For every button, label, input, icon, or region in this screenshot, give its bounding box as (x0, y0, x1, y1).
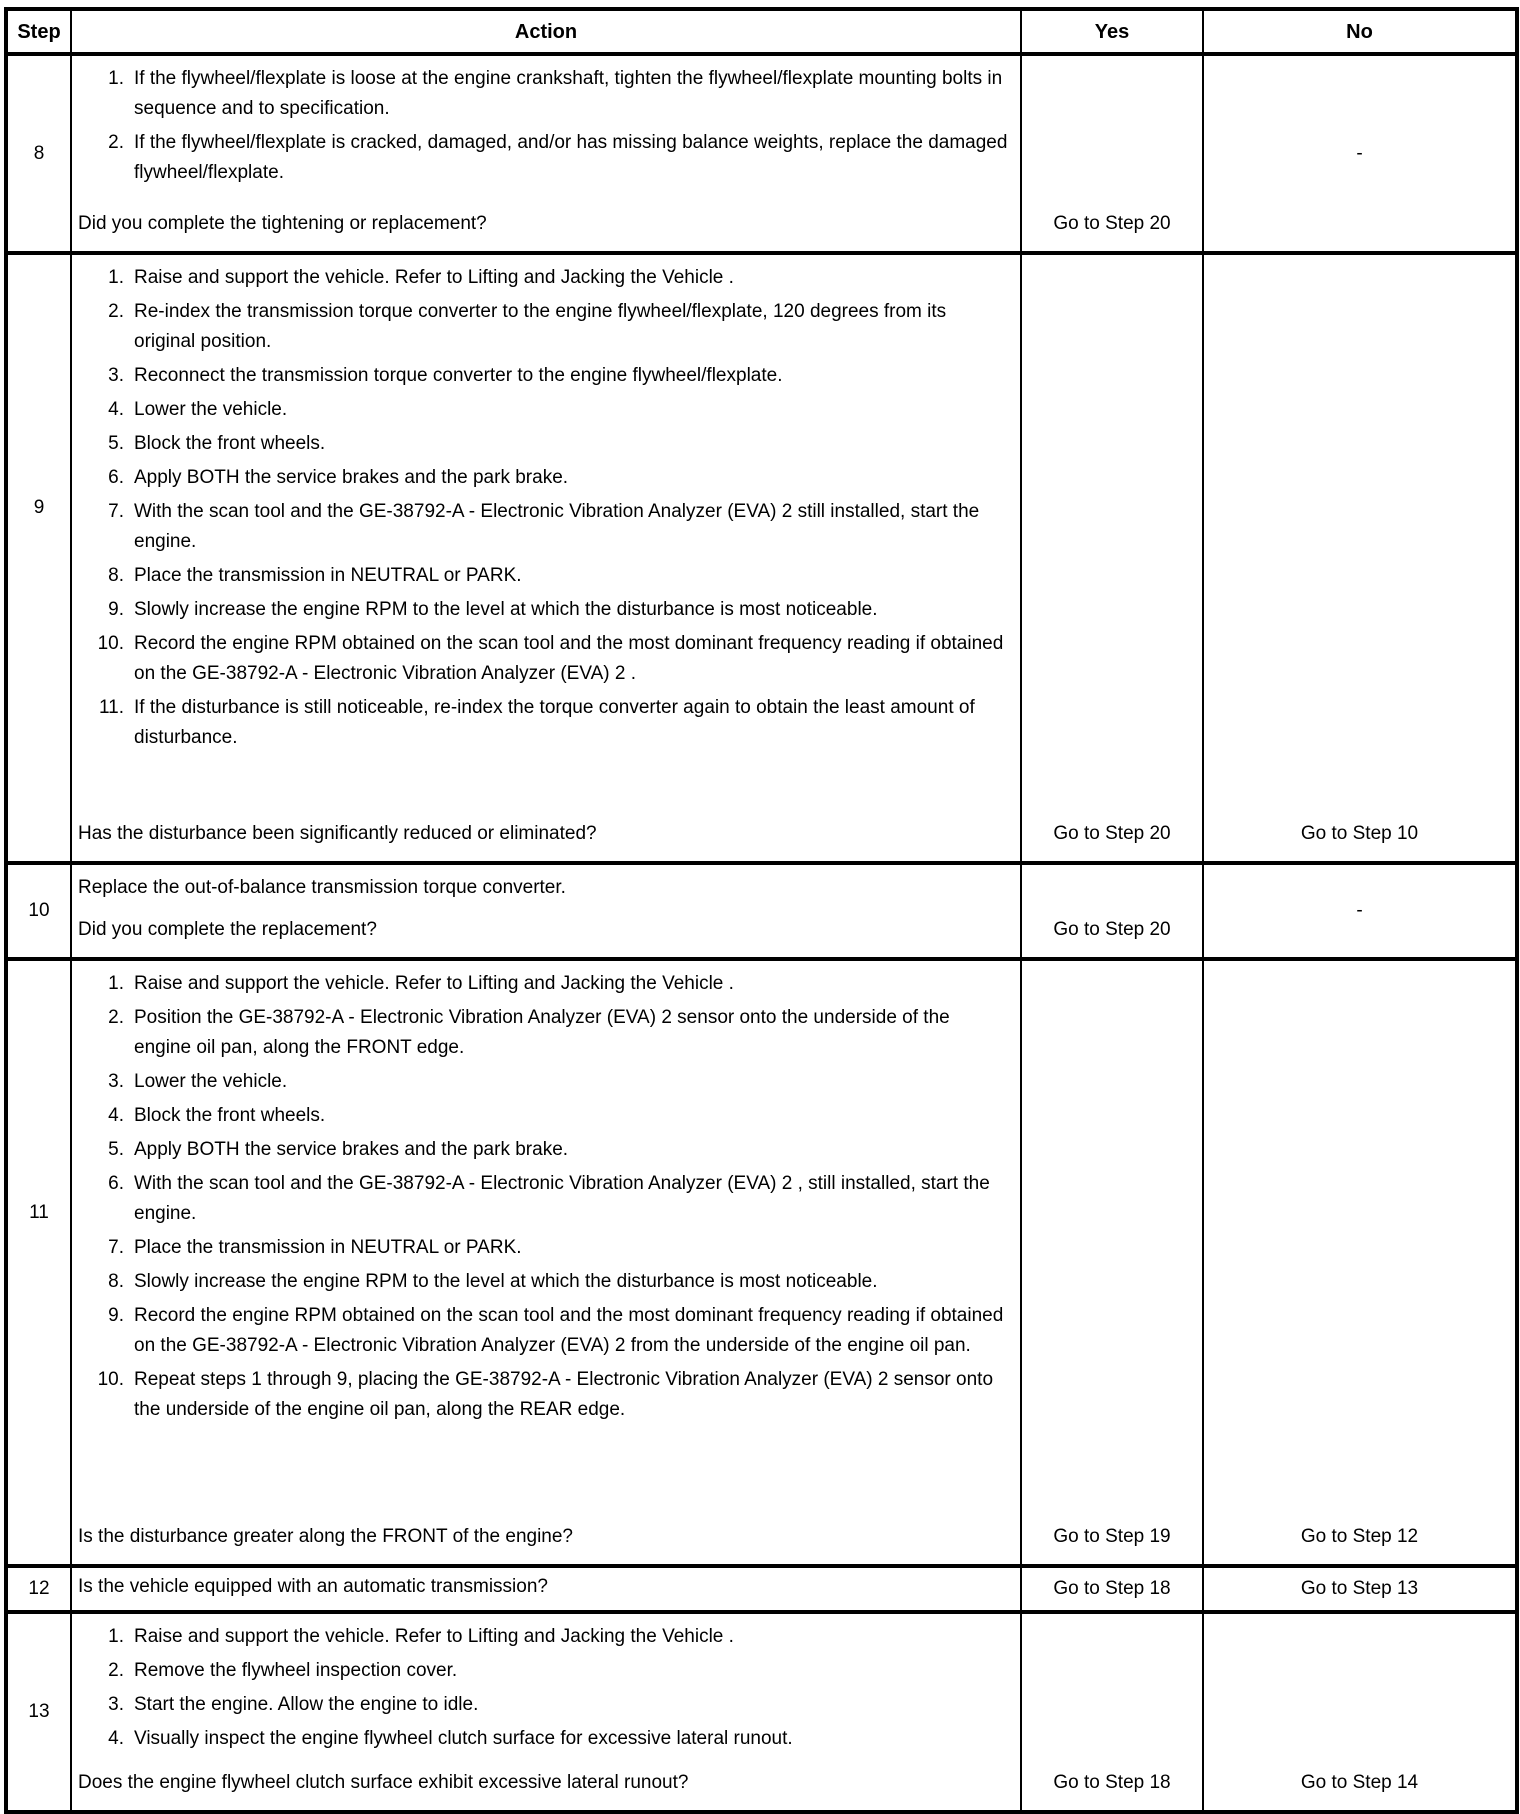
yes-cell (1021, 863, 1203, 959)
action-cell (71, 863, 1021, 959)
action-item: If the flywheel/flexplate is loose at the engine crankshaft, tighten the flywheel/flexplate mounting bolts in sequence and to specification. (134, 68, 1003, 119)
step-number: 9 (6, 253, 71, 863)
table-row-step-9 (6, 253, 1517, 863)
yes-value: Go to Step 18 (1053, 1578, 1171, 1599)
step-number: 12 (6, 1566, 71, 1612)
action-item: Block the front wheels. (134, 1105, 326, 1126)
no-cell (1203, 863, 1517, 959)
action-list (78, 263, 1010, 757)
no-cell (1203, 1566, 1517, 1612)
action-item: Repeat steps 1 through 9, placing the GE-38792-A - Electronic Vibration Analyzer (EVA) 2 sensor onto the underside of the engine oil pan, along the REAR edge. (134, 1369, 994, 1420)
yes-cell (1021, 253, 1203, 863)
yes-cell (1021, 54, 1203, 253)
header-row (6, 9, 1517, 54)
action-list (78, 969, 1010, 1429)
action-item: Slowly increase the engine RPM to the level at which the disturbance is most noticeable. (134, 1271, 878, 1292)
action-item: With the scan tool and the GE-38792-A - Electronic Vibration Analyzer (EVA) 2 , still installed, start the engine. (134, 1173, 990, 1224)
action-item: Re-index the transmission torque converter to the engine flywheel/flexplate, 120 degrees from its original position. (134, 301, 947, 352)
no-value: - (1356, 142, 1363, 164)
column-header-yes: Yes (1021, 9, 1203, 54)
no-cell (1203, 1612, 1517, 1812)
action-question: Did you complete the tightening or replacement? (78, 213, 487, 234)
action-question: Does the engine flywheel clutch surface exhibit excessive lateral runout? (78, 1772, 689, 1793)
table-row-step-12 (6, 1566, 1517, 1612)
action-cell (71, 959, 1021, 1566)
action-item: Apply BOTH the service brakes and the park brake. (134, 1139, 569, 1160)
action-item: Visually inspect the engine flywheel clutch surface for excessive lateral runout. (134, 1728, 793, 1749)
action-item: Raise and support the vehicle. Refer to Lifting and Jacking the Vehicle . (134, 267, 734, 288)
yes-cell (1021, 1612, 1203, 1812)
action-item: If the flywheel/flexplate is cracked, damaged, and/or has missing balance weights, replace the damaged flywheel/flexplate. (134, 132, 1008, 183)
action-item: Position the GE-38792-A - Electronic Vibration Analyzer (EVA) 2 sensor onto the underside of the engine oil pan, along the FRONT edge. (134, 1007, 950, 1058)
action-item: Record the engine RPM obtained on the scan tool and the most dominant frequency reading if obtained on the GE-38792-A - Electronic Vibration Analyzer (EVA) 2 . (134, 633, 1004, 684)
action-item: Raise and support the vehicle. Refer to Lifting and Jacking the Vehicle . (134, 1626, 734, 1647)
action-question: Did you complete the replacement? (78, 919, 377, 940)
step-number: 10 (6, 863, 71, 959)
yes-value: Go to Step 20 (1053, 919, 1171, 940)
action-list (78, 1622, 1010, 1758)
action-question: Is the vehicle equipped with an automatic transmission? (78, 1576, 548, 1597)
step-number: 11 (6, 959, 71, 1566)
action-item: Lower the vehicle. (134, 399, 288, 420)
action-item: Place the transmission in NEUTRAL or PARK. (134, 565, 522, 586)
column-header-no: No (1203, 9, 1517, 54)
no-value: - (1356, 900, 1363, 921)
action-item: Record the engine RPM obtained on the scan tool and the most dominant frequency reading if obtained on the GE-38792-A - Electronic Vibration Analyzer (EVA) 2 from the underside of the engine oil pan. (134, 1305, 1004, 1356)
yes-value: Go to Step 20 (1053, 213, 1171, 234)
action-cell (71, 1612, 1021, 1812)
no-value: Go to Step 12 (1300, 1526, 1419, 1547)
action-item: Place the transmission in NEUTRAL or PARK. (134, 1237, 522, 1258)
action-item: Raise and support the vehicle. Refer to Lifting and Jacking the Vehicle . (134, 973, 734, 994)
yes-value: Go to Step 19 (1053, 1526, 1171, 1547)
step-number: 8 (6, 54, 71, 253)
no-value: Go to Step 13 (1300, 1578, 1419, 1599)
action-item: Slowly increase the engine RPM to the level at which the disturbance is most noticeable. (134, 599, 878, 620)
action-item: Block the front wheels. (134, 433, 326, 454)
no-value: Go to Step 14 (1300, 1772, 1419, 1793)
action-item: Lower the vehicle. (134, 1071, 288, 1092)
table-row-step-11 (6, 959, 1517, 1566)
table-row-step-13 (6, 1612, 1517, 1812)
action-cell (71, 54, 1021, 253)
column-header-step: Step (6, 9, 71, 54)
action-item: Reconnect the transmission torque converter to the engine flywheel/flexplate. (134, 365, 783, 386)
table-row-step-10 (6, 863, 1517, 959)
table-row-step-8 (6, 54, 1517, 253)
no-cell (1203, 54, 1517, 253)
action-cell (71, 253, 1021, 863)
action-text: Replace the out-of-balance transmission torque converter. (78, 877, 566, 898)
yes-value: Go to Step 18 (1053, 1772, 1171, 1793)
action-list (78, 64, 1010, 192)
yes-cell (1021, 1566, 1203, 1612)
action-item: If the disturbance is still noticeable, re-index the torque converter again to obtain the least amount of disturbance. (134, 697, 975, 748)
column-header-action: Action (71, 9, 1021, 54)
no-cell (1203, 959, 1517, 1566)
action-item: Start the engine. Allow the engine to idle. (134, 1694, 479, 1715)
action-item: Apply BOTH the service brakes and the park brake. (134, 467, 569, 488)
action-cell (71, 1566, 1021, 1612)
diagnostic-steps-table (4, 7, 1519, 1814)
action-question: Is the disturbance greater along the FRONT of the engine? (78, 1526, 574, 1547)
action-item: With the scan tool and the GE-38792-A - Electronic Vibration Analyzer (EVA) 2 still installed, start the engine. (134, 501, 980, 552)
no-value: Go to Step 10 (1300, 823, 1419, 844)
action-item: Remove the flywheel inspection cover. (134, 1660, 458, 1681)
yes-cell (1021, 959, 1203, 1566)
yes-value: Go to Step 20 (1053, 823, 1171, 844)
no-cell (1203, 253, 1517, 863)
action-question: Has the disturbance been significantly reduced or eliminated? (78, 823, 597, 844)
step-number: 13 (6, 1612, 71, 1812)
